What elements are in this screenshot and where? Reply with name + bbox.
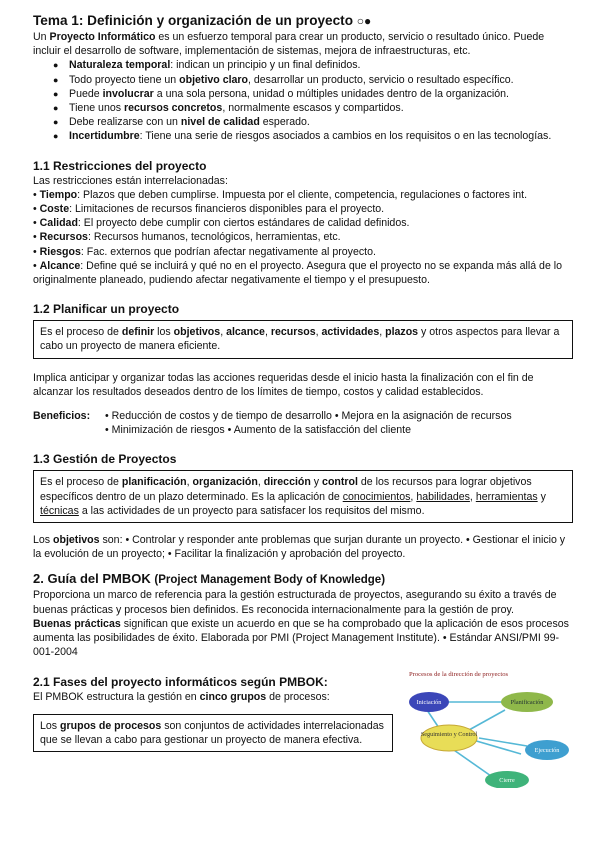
node-label: Seguimiento y Control [420,730,478,738]
sec13-title: 1.3 Gestión de Proyectos [33,452,177,467]
process-groups-box: Los grupos de procesos son conjuntos de actividades interrelacionadas que se llevan a cabo para gestionar un proyecto de manera efectiva. [33,714,393,752]
list-item: ● Todo proyecto tiene un objetivo claro, desarrollar un producto, servicio o resultado específico. [69,73,573,87]
status-mark: ○● [356,14,372,28]
sec21-intro: El PMBOK estructura la gestión en cinco grupos de procesos: [33,690,330,703]
list-item: • Tiempo: Plazos que deben cumplirse. Impuesta por el cliente, competencia, regulaciones o factores int. [33,188,528,201]
benefits-line: • Minimización de riesgos • Aumento de la satisfacción del cliente [105,424,411,437]
sec11-intro: Las restricciones están interrelacionadas: [33,174,228,187]
benefits-label: Beneficios: [33,410,91,423]
flow-arrow [479,738,527,746]
tema1-intro: Un Proyecto Informático es un esfuerzo temporal para crear un producto, servicio o resultado único. Puede incluir el desarrollo de software, implementación de sistemas, mejora de infraestructuras, etc. [33,31,545,58]
pmbok-paragraph: Proporciona un marco de referencia para la gestión estructurada de proyectos, asegurando su éxito a través de buenas prácticas y procesos bien definidos. Es reconocida internacionalmente para la gestión de proy. [33,589,557,616]
node-label: Cierre [499,776,515,784]
list-item: ● Naturaleza temporal: indican un principio y un final definidos. [69,58,573,72]
node-seguimiento [421,725,477,751]
sec2-title: 2. Guía del PMBOK (Project Management Body of Knowledge) [33,571,386,587]
benefits-block [33,409,573,437]
tema1-title-text: Tema 1: Definición y organización de un proyecto [33,13,354,28]
list-item: • Recursos: Recursos humanos, tecnológicos, herramientas, etc. [33,231,341,244]
list-item: • Calidad: El proyecto debe cumplir con ciertos estándares de calidad definidos. [33,217,410,230]
list-item: ● Debe realizarse con un nivel de calidad esperado. [69,115,573,129]
flow-arrow [427,710,439,728]
list-item: ● Puede involucrar a una sola persona, unidad o múltiples unidades dentro de la organización. [69,87,573,101]
good-practices-paragraph: Buenas prácticas significan que existe un acuerdo en que se ha comprobado que la aplicación de esos procesos aumenta las posibilidades de éxito. Elaborada por PMI (Project Management Institute). • Estándar ANSI/PMI 99-001-2004 [33,617,569,659]
node-label: Ejecución [534,746,560,754]
tema1-title [33,12,573,30]
list-item: • Alcance: Define qué se incluirá y qué no en el proyecto. Asegura que el proyecto no se expanda más allá de lo originalmente planeado, pudiendo afectar negativamente el tiempo y el presupuesto. [33,259,563,287]
document-page [33,12,573,784]
benefits-line: • Reducción de costos y de tiempo de desarrollo • Mejora en la asignación de recursos [105,410,512,423]
pmbok-process-diagram [401,668,579,788]
diagram-title: Procesos de la dirección de proyectos [409,670,509,678]
list-item: • Coste: Limitaciones de recursos financieros disponibles para el proyecto. [33,203,385,216]
management-definition-box: Es el proceso de planificación, organización, dirección y control de los recursos para lograr objetivos específicos dentro de un plazo determinado. Es la aplicación de conocimientos, habilidades, herramientas y técnicas a las actividades de un proyecto para satisfacer los requisitos del mismo. [33,470,573,523]
list-item: ● Tiene unos recursos concretos, normalmente escasos y compartidos. [69,101,573,115]
flow-arrow [451,748,491,776]
flow-arrow [473,740,521,754]
objectives-paragraph: Los objetivos son: • Controlar y responder ante problemas que surjan durante un proyecto. • Gestionar el inicio y la evolución de un proyecto; • Facilitar la finalización y aprobación del proyecto. [33,534,566,561]
sec21-title: 2.1 Fases del proyecto informáticos según PMBOK: [33,674,328,689]
sec11-title: 1.1 Restricciones del proyecto [33,158,207,173]
planning-definition-box: Es el proceso de definir los objetivos, alcance, recursos, actividades, plazos y otros aspectos para llevar a cabo un proyecto de manera eficiente. [33,320,573,358]
tema1-bullets [33,58,573,143]
diagram-graphic [401,668,579,788]
node-label: Iniciación [416,698,442,706]
sec21-block [33,670,573,784]
list-item: ● Incertidumbre: Tiene una serie de riesgos asociados a cambios en los requisitos o en las tecnologías. [69,129,573,143]
restrictions-list [33,188,573,287]
sec12-title: 1.2 Planificar un proyecto [33,302,180,317]
planning-paragraph: Implica anticipar y organizar todas las acciones requeridas desde el inicio hasta la finalización con el fin de alcanzar los resultados deseados dentro de los límites de tiempo, costos y calidad establecidos. [33,371,534,398]
flow-arrow [469,710,505,730]
list-item: • Riesgos: Fac. externos que podrían afectar negativamente al proyecto. [33,245,376,258]
node-label: Planificación [510,698,544,706]
